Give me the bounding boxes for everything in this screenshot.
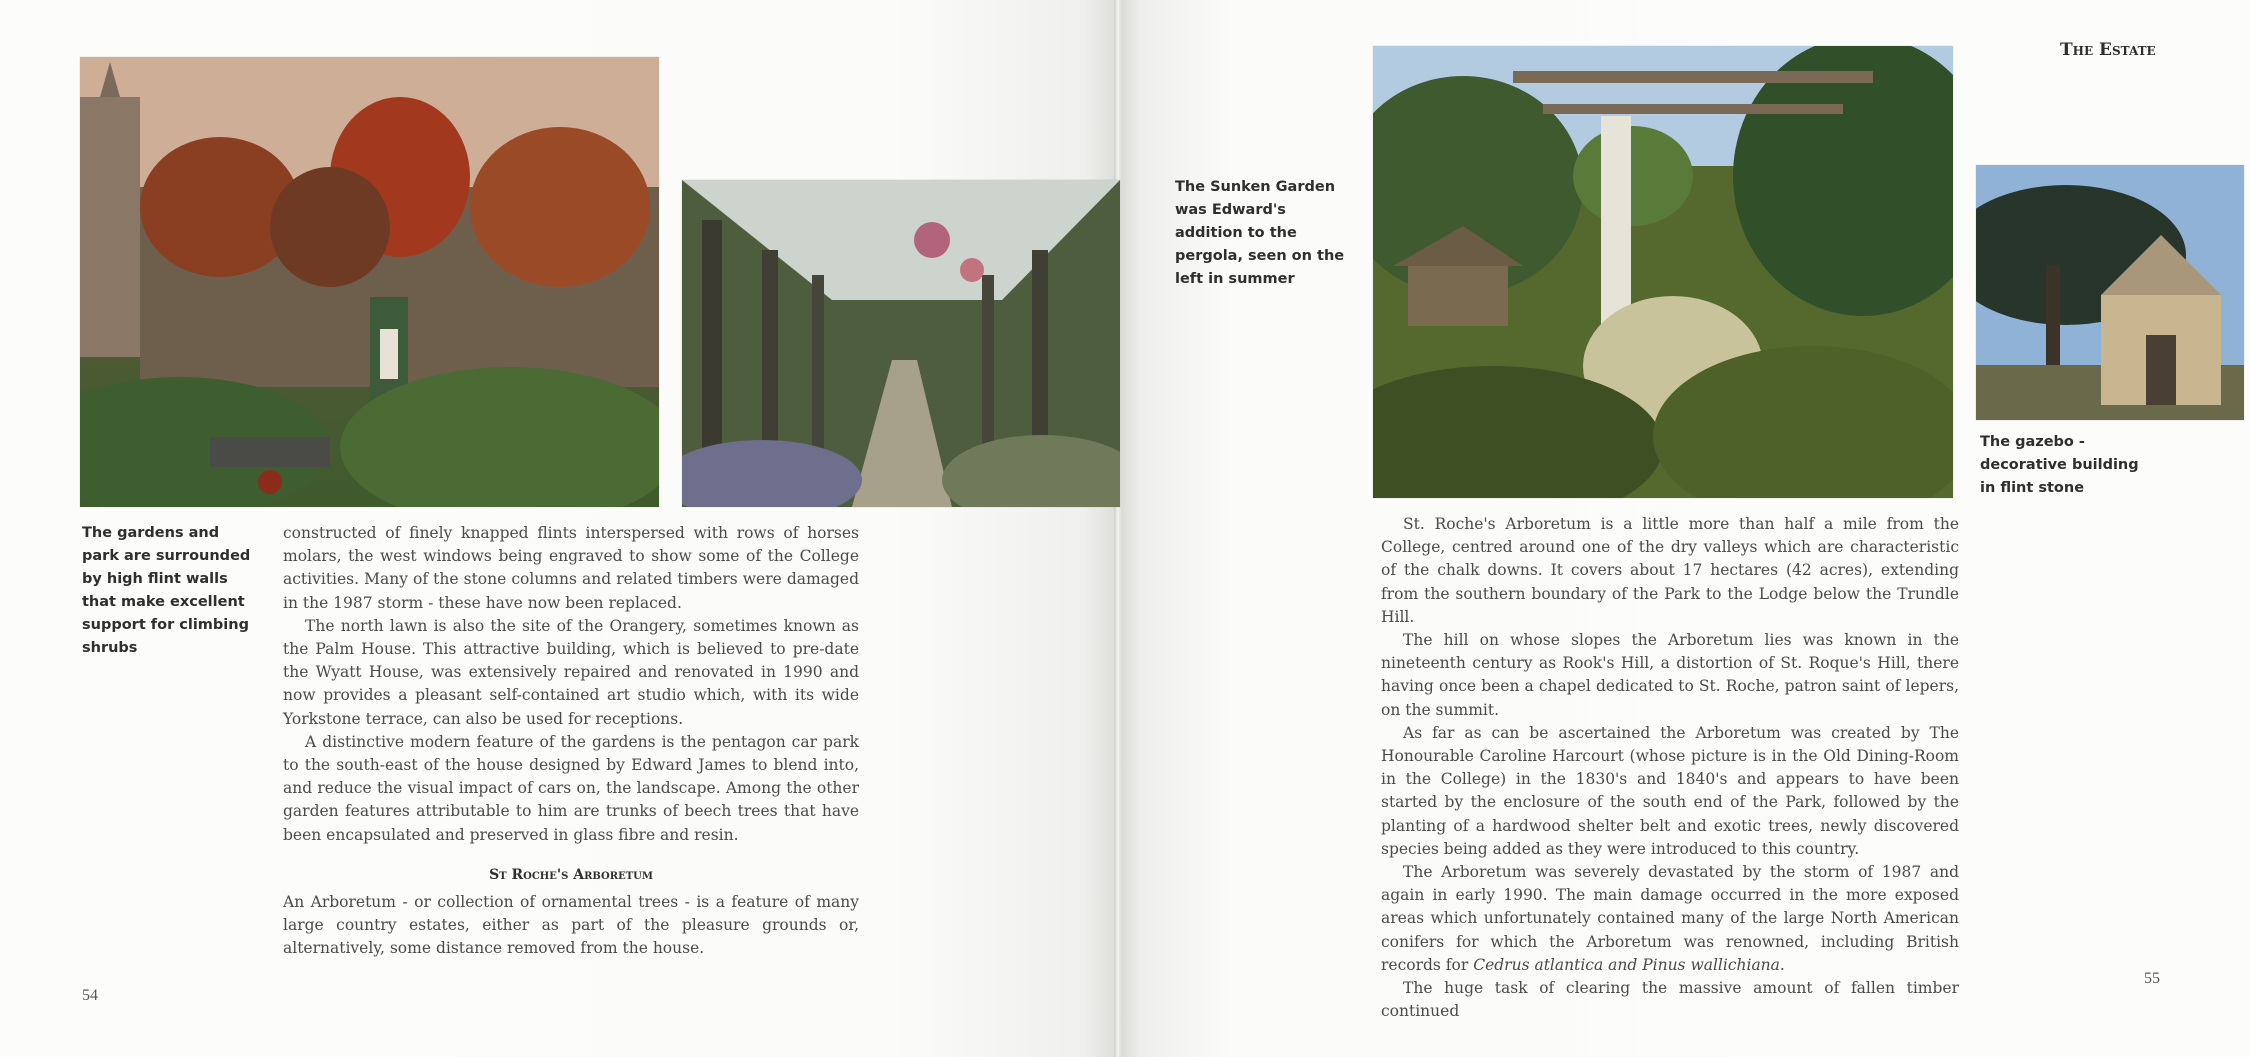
right-paragraph-4-text: The Arboretum was severely devastated by the storm of 1987 and again in early 1990. The main damage occurred in the more exposed areas which unfortunately contained many of the large North American conifers for which the Arboretum was renowned, including British records for — [1381, 863, 1959, 974]
sunken-garden-photo — [1373, 46, 1953, 498]
sunken-garden-illustration — [1373, 46, 1953, 498]
caption-garden-walls: The gardens and park are surrounded by high flint walls that make excellent support for climbing shrubs — [82, 525, 251, 656]
pergola-photo — [682, 180, 1120, 507]
left-body-text — [283, 522, 859, 847]
right-paragraph-2: The hill on whose slopes the Arboretum lies was known in the nineteenth century as Rook's Hill, a distortion of St. Roque's Hill, there having once been a chapel dedicated to St. Roche, patron saint of lepers, on the summit. — [1381, 631, 1959, 719]
garden-wall-illustration — [80, 57, 659, 507]
caption-sunken-garden: The Sunken Garden was Edward's addition to the pergola, seen on the left in summer — [1175, 179, 1345, 287]
right-paragraph-5: The huge task of clearing the massive amount of fallen timber continued — [1381, 979, 1959, 1021]
arboretum-intro-text: An Arboretum - or collection of ornamental trees - is a feature of many large country estates, either as part of the pleasure grounds or, alternatively, some distance removed from the house. — [283, 893, 859, 958]
right-paragraph-3: As far as can be ascertained the Arboretum was created by The Honourable Caroline Harcourt (whose picture is in the Old Dining-Room in the College) in the 1830's and 1840's and appears to have been started by the enclosure of the south end of the Park, followed by the planting of a hardwood shelter belt and exotic trees, newly discovered species being added as they were introduced to this country. — [1381, 723, 1959, 858]
species-names: Cedrus atlantica and Pinus wallichiana. — [1473, 955, 1785, 974]
page-number-right: 55 — [2144, 970, 2160, 987]
right-paragraph-1: St. Roche's Arboretum is a little more than half a mile from the College, centred around one of the dry valleys which are characteristic of the chalk downs. It covers about 17 hectares (42 acres), extending from the southern boundary of the Park to the Lodge below the Trundle Hill. — [1381, 515, 1959, 626]
left-paragraph-1: constructed of finely knapped flints interspersed with rows of horses molars, the west windows being engraved to show some of the College activities. Many of the stone columns and related timbers were damaged in the 1987 storm - these have now been replaced. — [283, 524, 859, 612]
left-paragraph-2: The north lawn is also the site of the Orangery, sometimes known as the Palm House. This attractive building, which is believed to pre-date the Wyatt House, was extensively repaired and renovated in 1990 and now provides a pleasant self-contained art studio which, with its wide Yorkstone terrace, can also be used for receptions. — [283, 616, 859, 728]
garden-wall-photo — [80, 57, 659, 507]
pergola-illustration — [682, 180, 1120, 507]
gazebo-illustration — [1976, 165, 2244, 420]
right-body-text — [1381, 513, 1959, 1023]
left-paragraph-3: A distinctive modern feature of the gardens is the pentagon car park to the south-east of the house designed by Edward James to blend into, and reduce the visual impact of cars on, the landscape. Among the other garden features attributable to him are trunks of beech trees that have been encapsulated and preserved in glass fibre and resin. — [283, 732, 859, 844]
page-number-left: 54 — [82, 987, 98, 1004]
caption-gazebo: The gazebo - decorative building in flint stone — [1980, 434, 2139, 496]
arboretum-subheading: St Roche's Arboretum — [489, 867, 653, 883]
gazebo-photo — [1976, 165, 2244, 420]
right-paragraph-4 — [1381, 861, 1959, 977]
section-title: The Estate — [2060, 40, 2156, 60]
book-gutter — [1114, 0, 1122, 1057]
